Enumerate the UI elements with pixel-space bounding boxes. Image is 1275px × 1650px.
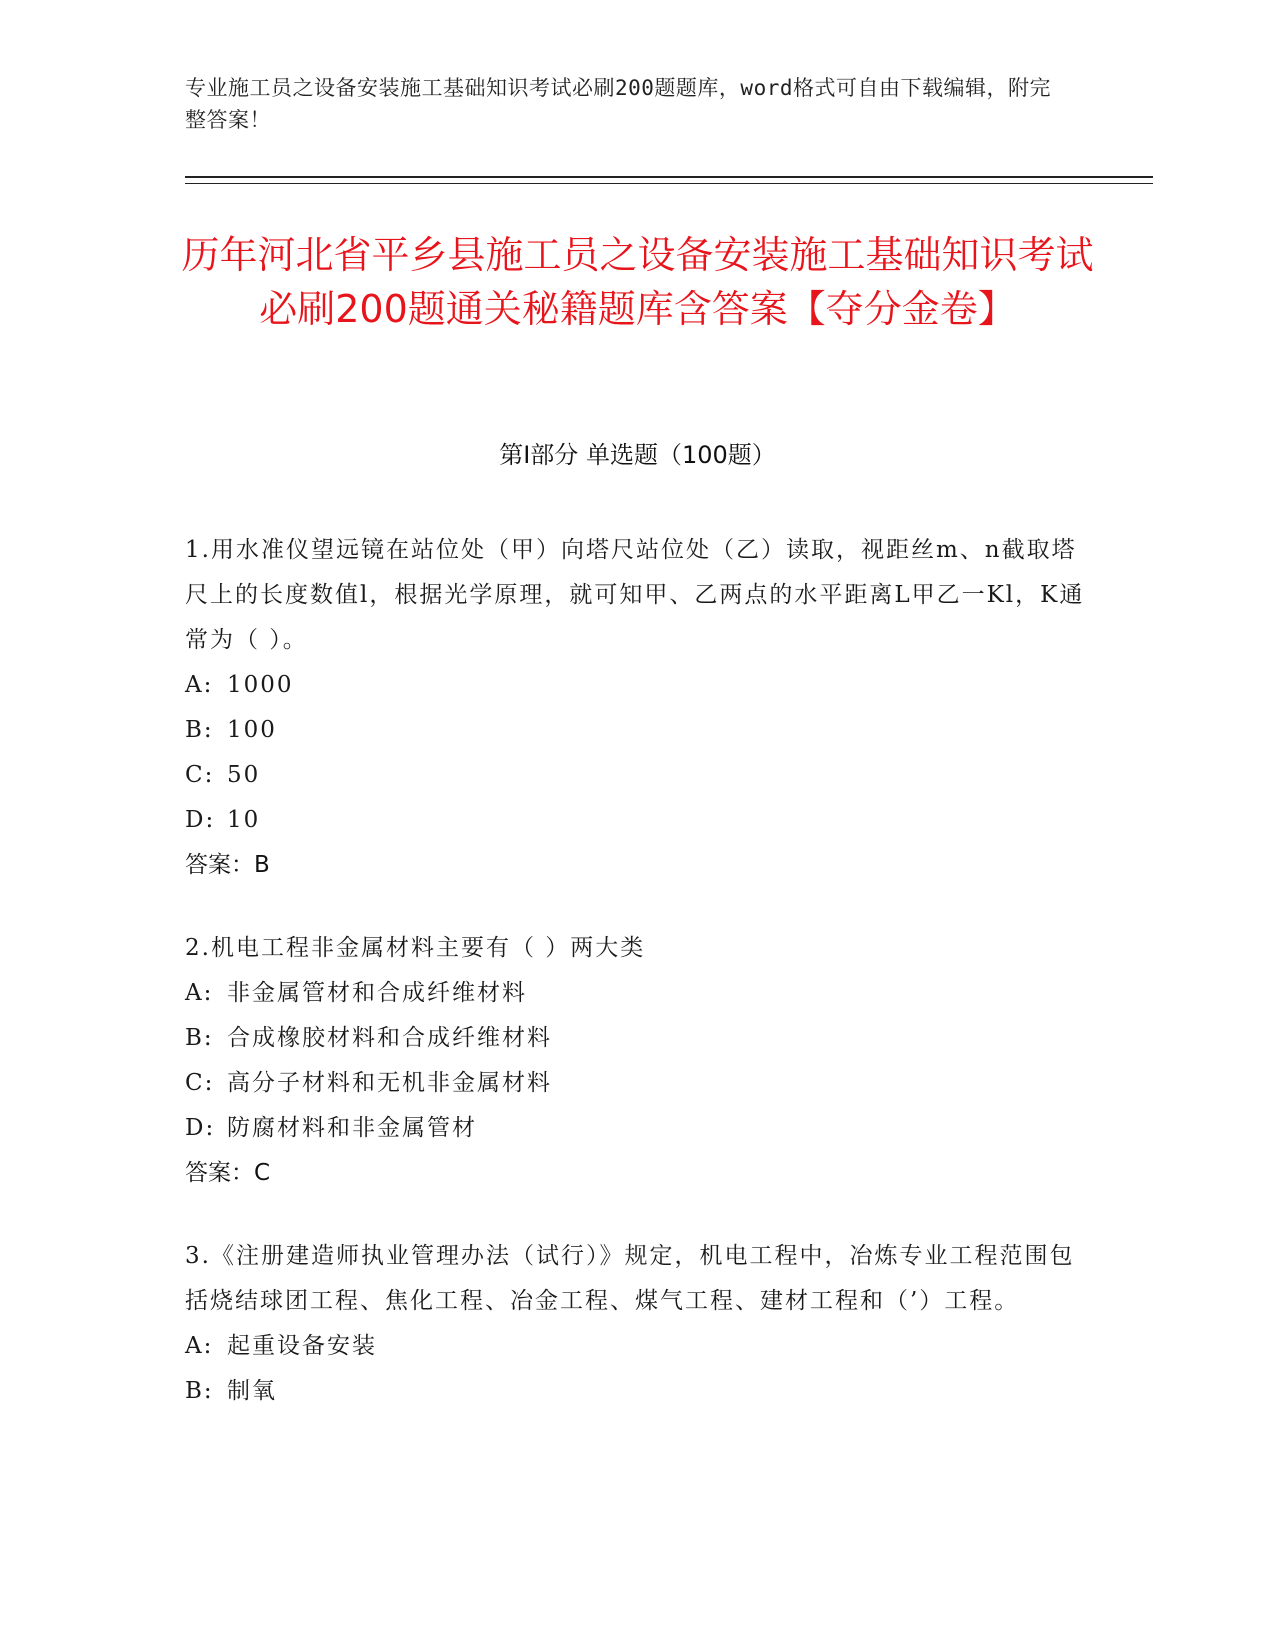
- option-letter: D:: [185, 1115, 216, 1141]
- header-note: 专业施工员之设备安装施工基础知识考试必刷200题题库，word格式可自由下载编辑，附完整答案！: [185, 76, 1051, 132]
- header-divider-thin: [185, 183, 1153, 184]
- header-divider-thick: [185, 176, 1153, 178]
- option-a: [185, 663, 1085, 708]
- section-title: 第Ⅰ部分 单选题（100题）: [499, 441, 776, 469]
- option-letter: A:: [185, 672, 214, 698]
- option-c: [185, 753, 1085, 798]
- option-text: 合成橡胶材料和合成纤维材料: [227, 1025, 552, 1051]
- question-list: [185, 528, 1085, 1452]
- option-c: [185, 1061, 1085, 1106]
- option-d: [185, 1106, 1085, 1151]
- option-text: 制氧: [227, 1378, 277, 1404]
- question-3: [185, 1234, 1085, 1414]
- option-b: [185, 1016, 1085, 1061]
- option-b: [185, 1369, 1085, 1414]
- option-text: 100: [227, 717, 277, 743]
- option-text: 10: [227, 807, 261, 833]
- option-letter: D:: [185, 807, 216, 833]
- option-a: [185, 1324, 1085, 1369]
- question-2: [185, 926, 1085, 1196]
- option-a: [185, 971, 1085, 1016]
- option-text: 1000: [227, 672, 294, 698]
- option-text: 防腐材料和非金属管材: [227, 1115, 477, 1141]
- answer-label: 答案：C: [185, 1160, 271, 1186]
- document-title: 历年河北省平乡县施工员之设备安装施工基础知识考试必刷200题通关秘籍题库含答案【夺分金卷】: [181, 233, 1094, 331]
- option-b: [185, 708, 1085, 753]
- option-text: 50: [227, 762, 261, 788]
- question-stem: 1.用水准仪望远镜在站位处（甲）向塔尺站位处（乙）读取，视距丝m、n截取塔尺上的长度数值l，根据光学原理，就可知甲、乙两点的水平距离L甲乙一Kl，K通常为（ ）。: [185, 537, 1085, 653]
- option-text: 非金属管材和合成纤维材料: [227, 980, 527, 1006]
- option-letter: B:: [185, 1025, 214, 1051]
- question-stem: 2.机电工程非金属材料主要有（ ）两大类: [185, 935, 646, 961]
- option-d: [185, 798, 1085, 843]
- option-letter: B:: [185, 1378, 214, 1404]
- question-stem: 3.《注册建造师执业管理办法（试行）》规定，机电工程中，冶炼专业工程范围包括烧结球团工程、焦化工程、冶金工程、煤气工程、建材工程和（’）工程。: [185, 1243, 1075, 1314]
- option-letter: A:: [185, 1333, 214, 1359]
- option-letter: B:: [185, 717, 214, 743]
- option-text: 起重设备安装: [227, 1333, 377, 1359]
- option-letter: A:: [185, 980, 214, 1006]
- option-letter: C:: [185, 1070, 215, 1096]
- option-letter: C:: [185, 762, 215, 788]
- question-1: [185, 528, 1085, 888]
- answer-label: 答案：B: [185, 852, 270, 878]
- option-text: 高分子材料和无机非金属材料: [227, 1070, 552, 1096]
